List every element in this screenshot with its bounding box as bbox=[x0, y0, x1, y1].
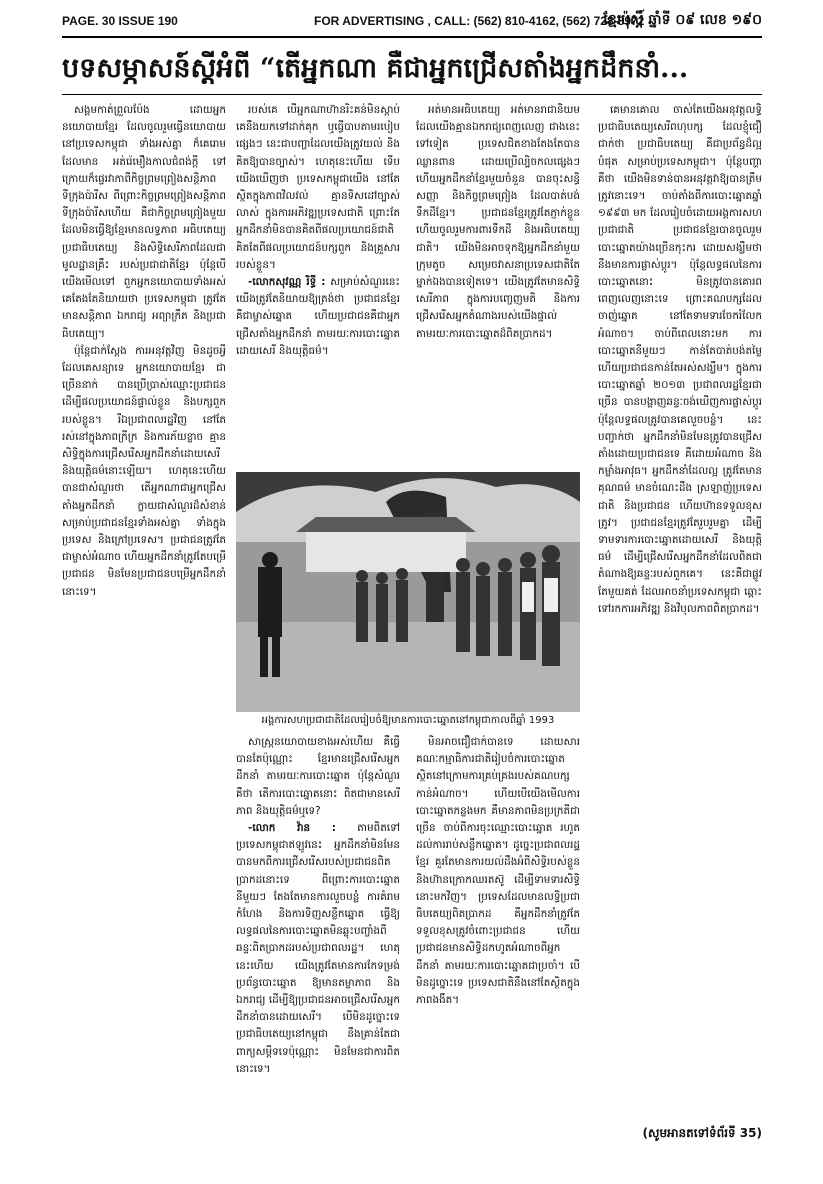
column-3-top bbox=[416, 102, 580, 468]
paragraph: មិនអាចជឿជាក់បានទេ ដោយសារគណៈកម្មាធិការជាតិរៀបចំការបោះឆ្នោត ស្ថិតនៅក្រោមការគ្រប់គ្រងរបស់គណបក្សកាន់អំណាច។ ហើយបើយើងមើលការបោះឆ្នោតកន្លងមក គឺមានភាពមិនប្រក្រតីជាច្រើន ចាប់ពីការចុះឈ្មោះបោះឆ្នោត រហូតដល់ការរាប់សន្លឹកឆ្នោត។ ដូច្នេះប្រជាពលរដ្ឋខ្មែរ គួរតែមានការយល់ដឹងអំពីសិទ្ធិរបស់ខ្លួន និងហ៊ានក្រោកឈរតស៊ូ ដើម្បីទាមទារសិទ្ធិនោះមកវិញ។ ប្រទេសដែលមានលទ្ធិប្រជាធិបតេយ្យពិតប្រាកដ គឺអ្នកដឹកនាំត្រូវតែទទួលខុសត្រូវចំពោះប្រជាជន ហើយប្រជាជនមានសិទ្ធិដកហូតអំណាចពីអ្នកដឹកនាំ តាមរយៈការបោះឆ្នោតជាប្រចាំ។ បើមិនដូច្នោះទេ ប្រទេសជាតិនឹងនៅតែស្ថិតក្នុងភាពងងឹត។ bbox=[416, 736, 580, 1007]
column-2-bottom bbox=[236, 734, 400, 1142]
speaker-name: -លោកសុវណ្ណ រិទ្ធី : bbox=[248, 276, 326, 289]
paragraph: សង្គមកាត់ព្រួលប៉ែង ដោយអ្នកនយោបាយខ្មែរ ដែលចូលរួមធ្វើនយោបាយនៅប្រទេសកម្ពុជា ទាំងអស់គ្នា ក៏គេរោមដែលមាន អត់រ៉េមឿងកាលជំពង់ក្ដី ទៅក្រោយក៏ផ្ទេរវាកាពីកិច្ចព្រមព្រៀងសន្ដិភាព ទីក្រុងប៉ារីស ពីព្រោះកិច្ចព្រមព្រៀងសន្ដិភាព ទីក្រុងប៉ារីសហើយ គឺជាកិច្ចព្រមព្រៀងមួយ ដែលមិនធ្វើឱ្យខ្មែរមានលទ្ធភាព អធិបតេយ្យ ប្រជាធិបតេយ្យ និងសិទ្ធិសេរីភាពដែលជាមូលដ្ឋានគ្រឹះ របស់ប្រជាជាតិខ្មែរ ប៉ុន្ដែបើយើងមើលទៅ ពួកអ្នកនយោបាយទាំងអស់ គេតែងតែនិយាយថា ប្រទេសកម្ពុជា ត្រូវតែមានសន្ដិភាព ឯករាជ្យ អព្យាក្រឹត និងប្រជាធិបតេយ្យ។ bbox=[62, 104, 226, 340]
page-issue: PAGE. 30 ISSUE 190 bbox=[62, 14, 178, 28]
photo-caption: អង្គការសហប្រជាជាតិដែលរៀបចំឱ្យមានការបោះឆ្នោតនៅកម្ពុជាកាលពីឆ្នាំ 1993 bbox=[261, 715, 555, 726]
column-1 bbox=[62, 102, 226, 1142]
speaker-text: តាមពិតទៅ ប្រទេសកម្ពុជាឥឡូវនេះ អ្នកដឹកនាំមិនមែនបានមកពីការជ្រើសរើសរបស់ប្រជាជនពិតប្រាកដនោះទេ ពីព្រោះការបោះឆ្នោតនីមួយៗ តែងតែមានការលួចបន្លំ ការគំរាមកំហែង និងការទិញសន្លឹកឆ្នោត ធ្វើឱ្យលទ្ធផលនៃការបោះឆ្នោតមិនឆ្លុះបញ្ចាំងពីឆន្ទៈពិតប្រាកដរបស់ប្រជាពលរដ្ឋ។ ហេតុនេះហើយ យើងត្រូវតែមានការកែទម្រង់ប្រព័ន្ធបោះឆ្នោត ឱ្យមានតម្លាភាព និងឯករាជ្យ ដើម្បីឱ្យប្រជាជនអាចជ្រើសរើសអ្នកដឹកនាំបានដោយសេរី។ បើមិនដូច្នោះទេ ប្រជាធិបតេយ្យនៅកម្ពុជា នឹងគ្រាន់តែជាពាក្យសម្ដីទទេប៉ុណ្ណោះ មិនមែនជាការពិតនោះទេ។ bbox=[236, 822, 400, 1075]
article-photo bbox=[236, 472, 580, 712]
header-rule bbox=[62, 36, 762, 38]
paragraph: របស់គេ បើអ្នកណាហ៊ានរិះគន់មិនស្ដាប់ គេនឹងយកទៅដាក់គុក ឬធ្វើបាបតាមរបៀបផ្សេងៗ នេះជាបញ្ហាដែលយើងត្រូវយល់ និងគិតឱ្យបានច្បាស់។ ហេតុនេះហើយ ទើបយើងឃើញថា ប្រទេសកម្ពុជាយើង នៅតែស្ថិតក្នុងភាពវិលវល់ គ្មានទិសដៅច្បាស់លាស់ ក្នុងការអភិវឌ្ឍប្រទេសជាតិ ព្រោះតែអ្នកដឹកនាំមិនបានគិតពីផលប្រយោជន៍ជាតិ គិតតែពីផលប្រយោជន៍បក្សពួក និងគ្រួសាររបស់ខ្លួន។ bbox=[236, 104, 400, 271]
column-2-top bbox=[236, 102, 400, 468]
paragraph: សាស្ត្រនយោបាយខាងអស់ហើយ គឺធ្វើបានតែប៉ុណ្ណោះ ខ្មែរមានជ្រើសរើសអ្នកដឹកនាំ តាមរយៈការបោះឆ្នោត ប៉ុន្ដែសំណួរគឺថា តើការបោះឆ្នោតនោះ ពិតជាមានសេរីភាព និងយុត្តិធម៌ឬទេ? bbox=[236, 736, 400, 817]
speaker-name: -លោក វ៉ាន : bbox=[248, 822, 336, 835]
speaker-text: សម្រាប់សំណួរនេះ យើងត្រូវតែនិយាយឱ្យត្រង់ថា ប្រជាជនខ្មែរ គឺជាម្ចាស់ឆ្នោត ហើយប្រជាជនគឺជាអ្នកជ្រើសតាំងអ្នកដឹកនាំ តាមរយៈការបោះឆ្នោតដោយសេរី និងយុត្តិធម៌។ bbox=[236, 276, 400, 357]
paragraph: អត់មានអធិបតេយ្យ អត់មានរាជានិយម ដែលយើងគ្មានឯករាជ្យពេញលេញ ជាងនេះទៅទៀត ប្រទេសជិតខាងតែងតែបានឈ្លានពាន ដោយប្រើល្បិចកលផ្សេងៗ ហើយអ្នកដឹកនាំខ្មែរមួយចំនួន បានចុះសន្ធិសញ្ញា និងកិច្ចព្រមព្រៀង ដែលបាត់បង់ទឹកដីខ្មែរ។ ប្រជាជនខ្មែរត្រូវតែភ្ញាក់ខ្លួន ហើយចូលរួមការពារទឹកដី និងអធិបតេយ្យជាតិ។ យើងមិនអាចទុកឱ្យអ្នកដឹកនាំមួយក្រុមតូច សម្រេចវាសនាប្រទេសជាតិតែម្នាក់ឯងបានទៀតទេ។ យើងត្រូវតែមានសិទ្ធិសេរីភាព ក្នុងការបញ្ចេញមតិ និងការជ្រើសរើសអ្នកតំណាងរបស់យើងផ្ទាល់ តាមរយៈការបោះឆ្នោតដ៏ពិតប្រាកដ។ bbox=[416, 104, 580, 340]
advertising-line: FOR ADVERTISING , CALL: (562) 810-4162, (562) 728-8972 bbox=[314, 14, 645, 28]
continued-note: (សូមអានតទៅទំព័រទី 35) bbox=[642, 1126, 762, 1140]
issue-khmer: ខ្មែរប៉ុស្ដិ៍ ឆ្នាំទី ០៩ លេខ ១៩០ bbox=[603, 12, 762, 28]
title-rule bbox=[62, 94, 762, 95]
paragraph: ប៉ុន្ដែជាក់ស្ដែង ការអនុវត្តវិញ មិនដូចអ្វីដែលគេសន្យាទេ អ្នកនយោបាយខ្មែរ ជាច្រើននាក់ បានប្រើប្រាស់ឈ្មោះប្រជាជន ដើម្បីផលប្រយោជន៍ផ្ទាល់ខ្លួន និងបក្សពួករបស់ខ្លួន។ រីឯប្រជាពលរដ្ឋវិញ នៅតែរស់នៅក្នុងភាពក្រីក្រ និងការភ័យខ្លាច គ្មានសិទ្ធិក្នុងការជ្រើសរើសអ្នកដឹកនាំដោយសេរី និងយុត្តិធម៌នោះឡើយ។ ហេតុនេះហើយ បានជាសំណួរថា តើអ្នកណាជាអ្នកជ្រើសតាំងអ្នកដឹកនាំ ក្លាយជាសំណួរដ៏សំខាន់ សម្រាប់ប្រជាជនខ្មែរទាំងអស់គ្នា ទាំងក្នុងប្រទេស និងក្រៅប្រទេស។ ប្រជាជនត្រូវតែជាម្ចាស់អំណាច ហើយអ្នកដឹកនាំត្រូវតែបម្រើប្រជាជន មិនមែនប្រជាជនបម្រើអ្នកដឹកនាំនោះទេ។ bbox=[62, 344, 226, 598]
photo-illustration bbox=[236, 472, 580, 712]
column-3-bottom bbox=[416, 734, 580, 1142]
page-header bbox=[62, 10, 762, 36]
column-4 bbox=[598, 102, 762, 1118]
article-title: បទសម្ភាសន៍ស្ដីអំពី “តើអ្នកណា គឺជាអ្នកជ្រើសតាំងអ្នកដឹកនាំ... bbox=[62, 53, 689, 84]
paragraph: គេមានគោល ចាស់តែយើងអនុវត្តលទ្ធិប្រជាធិបតេយ្យសេរីពហុបក្ស ដែលខ្ញុំជឿជាក់ថា ប្រជាធិបតេយ្យ គឺជាប្រព័ន្ធដ៏ល្អបំផុត សម្រាប់ប្រទេសកម្ពុជា។ ប៉ុន្ដែបញ្ហាគឺថា យើងមិនទាន់បានអនុវត្តវាឱ្យបានត្រឹមត្រូវនោះទេ។ ចាប់តាំងពីការបោះឆ្នោតឆ្នាំ ១៩៩៣ មក ដែលរៀបចំដោយអង្គការសហប្រជាជាតិ ប្រជាជនខ្មែរបានចូលរួមបោះឆ្នោតយ៉ាងច្រើនកុះករ ដោយសង្ឃឹមថា នឹងមានការផ្លាស់ប្ដូរ។ ប៉ុន្ដែលទ្ធផលនៃការបោះឆ្នោតនោះ មិនត្រូវបានគោរពពេញលេញនោះទេ ព្រោះគណបក្សដែលចាញ់ឆ្នោត នៅតែទាមទារចែករំលែកអំណាច។ ចាប់ពីពេលនោះមក ការបោះឆ្នោតនីមួយៗ កាន់តែបាត់បង់តម្លៃ ហើយប្រជាជនកាន់តែអស់សង្ឃឹម។ ក្នុងការបោះឆ្នោតឆ្នាំ ២០១៣ ប្រជាពលរដ្ឋខ្មែរជាច្រើន បានបង្ហាញឆន្ទៈចង់ឃើញការផ្លាស់ប្ដូរ ប៉ុន្ដែលទ្ធផលត្រូវបានគេលួចបន្លំ។ នេះបញ្ជាក់ថា អ្នកដឹកនាំមិនមែនត្រូវបានជ្រើសតាំងដោយប្រជាជនទេ គឺដោយអំណាច និងកម្លាំងអាវុធ។ អ្នកដឹកនាំដែលល្អ ត្រូវតែមានគុណធម៌ មានចំណេះដឹង ស្រឡាញ់ប្រទេសជាតិ និងប្រជាជន ហើយហ៊ានទទួលខុសត្រូវ។ ប្រជាជនខ្មែរត្រូវតែរួបរួមគ្នា ដើម្បីទាមទារការបោះឆ្នោតដោយសេរី និងយុត្តិធម៌ ដើម្បីជ្រើសរើសអ្នកដឹកនាំដែលពិតជាតំណាងឱ្យឆន្ទៈរបស់ពួកគេ។ នេះគឺជាផ្លូវតែមួយគត់ ដែលអាចនាំប្រទេសកម្ពុជា ឆ្ពោះទៅរកការអភិវឌ្ឍ និងវិបុលភាពពិតប្រាកដ។ bbox=[598, 104, 762, 615]
